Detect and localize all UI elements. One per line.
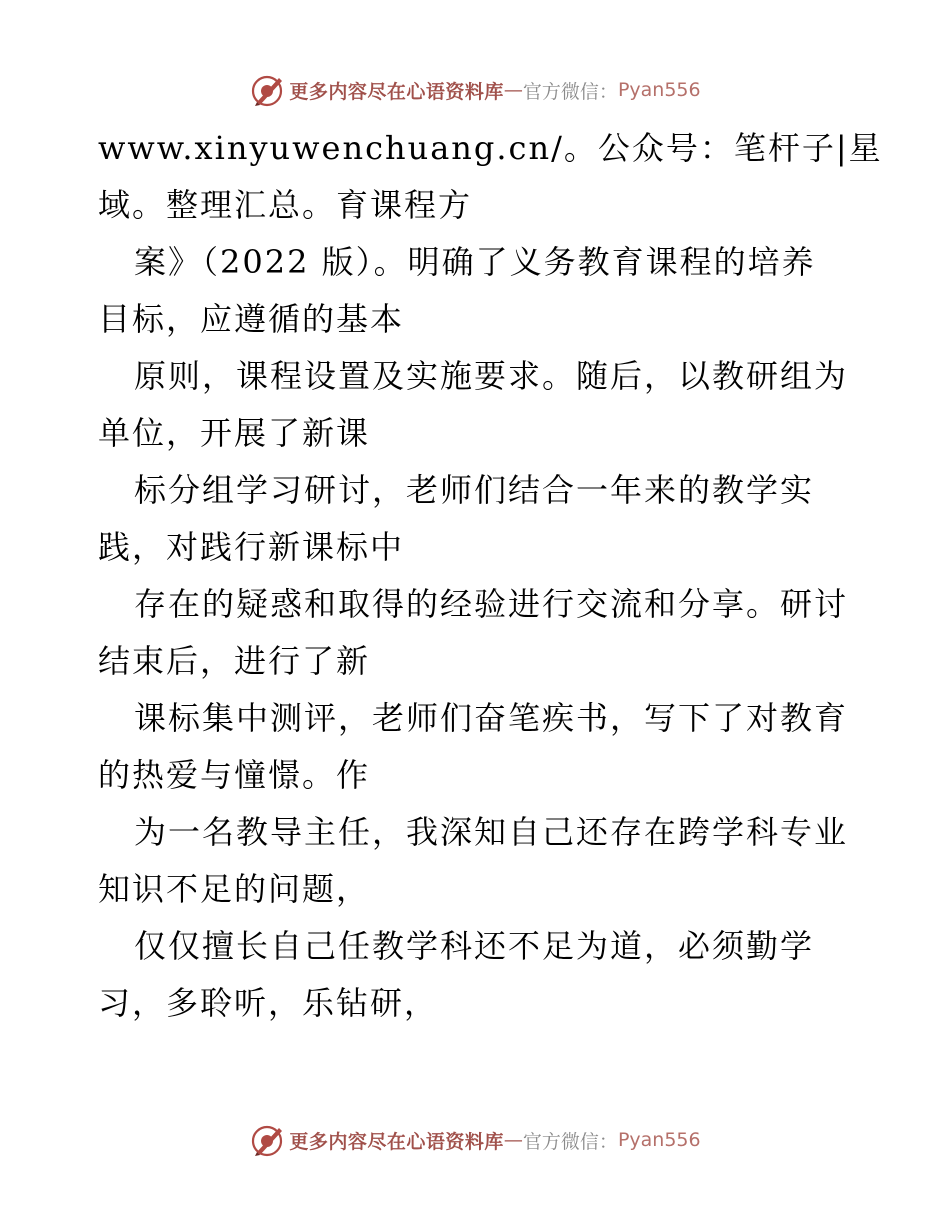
text-line: 仅仅擅长自己任教学科还不足为道，必须勤学 [134,927,815,965]
text-line: 原则，课程设置及实施要求。随后，以教研组为 [134,357,849,395]
watermark-wechat-id: Pyan556 [617,79,701,101]
text-line: 课标集中测评，老师们奋笔疾书，写下了对教育 [134,699,849,737]
watermark-footer [0,1120,950,1160]
text-line: 存在的疑惑和取得的经验进行交流和分享。研讨 [134,585,849,623]
watermark-header [0,70,950,110]
text-line: 习，多聆听，乐钻研， [98,984,439,1022]
text-line: 结束后，进行了新 [98,642,371,680]
watermark-sub-text: 官方微信： [522,1130,618,1153]
text-line: 案》（2022 版）。明确了义务教育课程的培养 [134,243,816,281]
text-line: 知识不足的问题， [98,870,371,908]
text-line: 目标，应遵循的基本 [98,300,405,338]
text-line: 标分组学习研讨，老师们结合一年来的教学实 [134,471,815,509]
text-line: 践，对践行新课标中 [98,528,405,566]
text-line: 的热爱与憧憬。作 [98,756,371,794]
pen-logo-icon [249,1122,285,1158]
watermark-wechat-id: Pyan556 [617,1129,701,1151]
text-line: 为一名教导主任，我深知自己还存在跨学科专业 [134,813,849,851]
watermark-dash: — [503,1129,523,1151]
pen-logo-icon [249,72,285,108]
watermark-sub-text: 官方微信： [522,80,618,103]
watermark-main-text: 更多内容尽在心语资料库 [289,1130,504,1153]
watermark-main-text: 更多内容尽在心语资料库 [289,80,504,103]
text-line: 单位，开展了新课 [98,414,371,452]
text-line: www.xinyuwenchuang.cn/。公众号：笔杆子|星 [98,129,883,167]
watermark-dash: — [503,79,523,101]
document-body [98,120,883,1032]
text-line: 域。整理汇总。育课程方 [98,186,473,224]
